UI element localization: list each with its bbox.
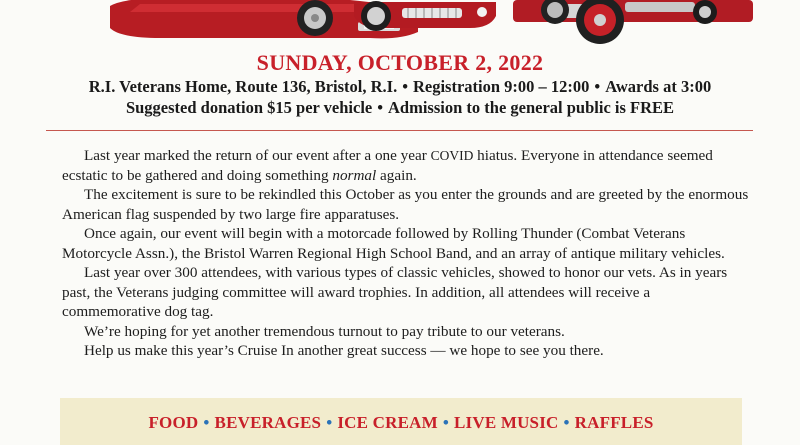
- separator-bullet: •: [442, 413, 450, 432]
- paragraph-6: Help us make this year’s Cruise In another great success — we hope to see you there.: [84, 342, 604, 359]
- red-corvette-image: [350, 0, 500, 40]
- event-info-line: [0, 77, 800, 97]
- amenity-beverages: BEVERAGES: [214, 413, 322, 432]
- amenity-raffles: RAFFLES: [574, 413, 654, 432]
- amenity-live-music: LIVE MUSIC: [454, 413, 559, 432]
- paragraph-4: Last year over 300 attendees, with various types of classic vehicles, showed to honor our vets. As in years past, the Veterans judging committee will award trophies. In addition, all attendees will receive a commemorative dog tag.: [62, 264, 728, 320]
- separator-bullet: •: [563, 413, 570, 432]
- hero-car-photos: [0, 0, 800, 50]
- amenity-food: FOOD: [148, 413, 199, 432]
- covid-word: COVID: [430, 148, 474, 163]
- event-admission: Admission to the general public is FREE: [388, 98, 675, 117]
- separator-bullet: •: [326, 413, 333, 432]
- paragraph-1-text-b: hiatus. Everyone in attendance seemed ecstatic to be gathered and doing something: [62, 147, 713, 184]
- paragraph-1: [62, 146, 752, 185]
- amenities-list: [60, 413, 742, 433]
- normal-word: normal: [332, 166, 377, 184]
- divider-rule: [46, 130, 753, 131]
- paragraph-1-text-c: again.: [376, 166, 417, 184]
- amenity-ice-cream: ICE CREAM: [337, 413, 438, 432]
- event-date: SUNDAY, OCTOBER 2, 2022: [256, 50, 544, 75]
- separator-bullet: •: [594, 77, 601, 96]
- separator-bullet: •: [402, 77, 408, 96]
- paragraph-5: We’re hoping for yet another tremendous turnout to pay tribute to our veterans.: [84, 322, 565, 340]
- event-pricing-line: [0, 98, 800, 118]
- paragraph-3: Once again, our event will begin with a motorcade followed by Rolling Thunder (Combat Veterans Motorcycle Assn.), the Bristol Warren Regional High School Band, and an array of antique military vehicles.: [62, 225, 725, 262]
- separator-bullet: •: [377, 98, 384, 117]
- red-hot-rod-image: [505, 0, 765, 50]
- paragraph-2: The excitement is sure to be rekindled this October as you enter the grounds and are greeted by the enormous American flag suspended by two large fire apparatuses.: [62, 186, 749, 223]
- event-awards: Awards at 3:00: [605, 77, 712, 96]
- article-body: [62, 146, 752, 361]
- event-location: R.I. Veterans Home, Route 136, Bristol, R.I.: [88, 77, 398, 96]
- event-registration: Registration 9:00 – 12:00: [412, 77, 590, 96]
- event-donation: Suggested donation $15 per vehicle: [125, 98, 373, 117]
- separator-bullet: •: [203, 413, 210, 432]
- paragraph-1-text-a: Last year marked the return of our event after a one year: [84, 147, 431, 164]
